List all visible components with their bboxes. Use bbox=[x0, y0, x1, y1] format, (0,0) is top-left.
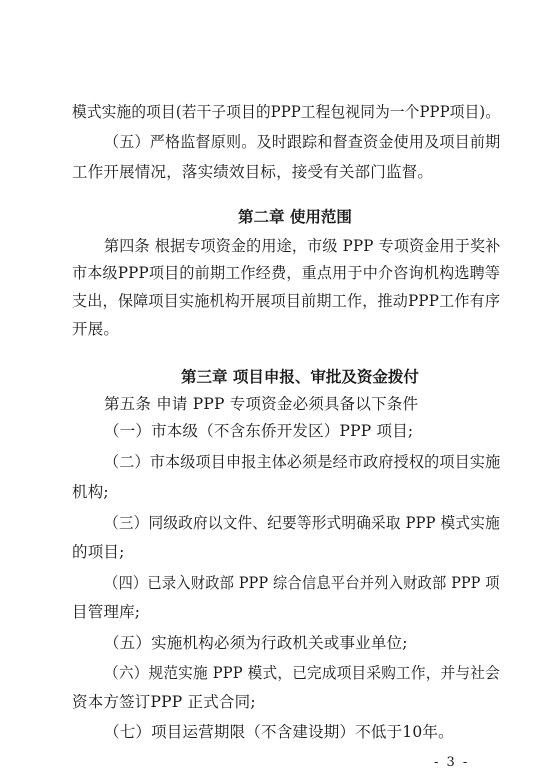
chapter-heading: 第三章 项目申报、审批及资金拨付 bbox=[181, 368, 419, 386]
text-line: 机构; bbox=[72, 483, 109, 501]
condition-item: （二）市本级项目申报主体必须是经市政府授权的项目实施 bbox=[104, 453, 501, 471]
text-line: 目管理库; bbox=[72, 603, 141, 621]
text-line: 支出，保障项目实施机构开展项目前期工作，推动PPP工作有序 bbox=[72, 292, 501, 310]
condition-item: （七）项目运营期限（不含建设期）不低于10年。 bbox=[104, 723, 454, 741]
text-line: 的项目; bbox=[72, 543, 125, 561]
condition-item: （三）同级政府以文件、纪要等形式明确采取 PPP 模式实施 bbox=[104, 514, 500, 532]
article-line: 第四条 根据专项资金的用途，市级 PPP 专项资金用于奖补 bbox=[104, 237, 501, 255]
text-line: 工作开展情况，落实绩效目标，接受有关部门监督。 bbox=[72, 163, 434, 181]
text-line: 模式实施的项目(若干子项目的PPP工程包视同为一个PPP项目)。 bbox=[72, 103, 501, 121]
article-line: 第五条 申请 PPP 专项资金必须具备以下条件 bbox=[104, 395, 419, 413]
condition-item: （六）规范实施 PPP 模式，已完成项目采购工作，并与社会 bbox=[104, 664, 500, 682]
condition-item: （四）已录入财政部 PPP 综合信息平台并列入财政部 PPP 项 bbox=[104, 574, 500, 592]
text-line: 开展。 bbox=[72, 320, 120, 338]
text-line: 市本级PPP项目的前期工作经费，重点用于中介咨询机构选聘等 bbox=[72, 264, 501, 282]
text-line: （五）严格监督原则。及时跟踪和督查资金使用及项目前期 bbox=[104, 133, 501, 151]
condition-item: （五）实施机构必须为行政机关或事业单位; bbox=[104, 634, 408, 652]
condition-item: （一）市本级（不含东侨开发区）PPP 项目; bbox=[104, 422, 414, 440]
chapter-heading: 第二章 使用范围 bbox=[238, 208, 352, 226]
text-line: 资本方签订PPP 正式合同; bbox=[72, 693, 256, 711]
page-number: - 3 - bbox=[434, 755, 470, 770]
